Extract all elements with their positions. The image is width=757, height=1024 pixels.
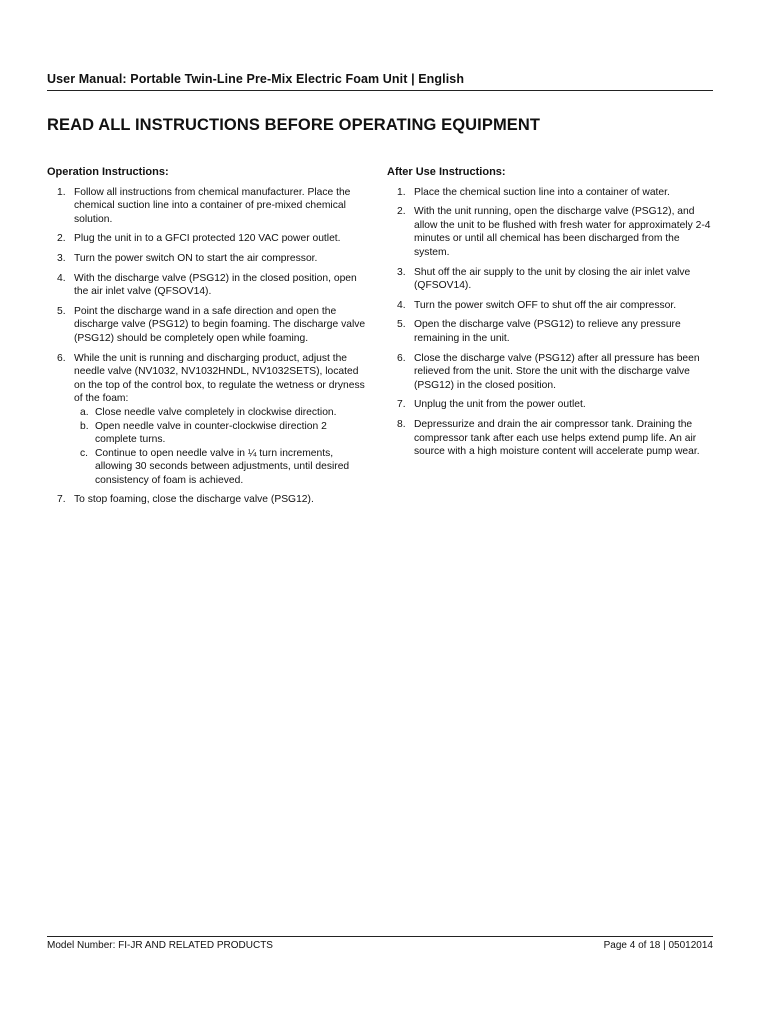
operation-steps-list [47,186,369,507]
step-text: Depressurize and drain the air compressor tank. Draining the compressor tank after each use helps extend pump life. An air source with a high moisture content will accelerate pump wear. [414,418,700,458]
footer-divider [47,936,713,937]
step-text: Plug the unit in to a GFCI protected 120 VAC power outlet. [74,233,341,245]
step-number: 4. [397,299,406,311]
step-text: With the unit running, open the discharge valve (PSG12), and allow the unit to be flushed with fresh water for approximately 2-4 minutes or until all chemical has been discharged from the system. [414,206,711,258]
step-number: 5. [397,319,406,331]
list-item [47,252,369,266]
substep-text: Close needle valve completely in clockwise direction. [95,406,337,418]
list-item [47,305,369,346]
step-text: Shut off the air supply to the unit by closing the air inlet valve (QFSOV14). [414,266,691,292]
step-number: 2. [57,233,66,245]
step-text: Turn the power switch OFF to shut off the air compressor. [414,299,677,311]
substep-letter: b. [80,420,89,432]
step-text: Close the discharge valve (PSG12) after all pressure has been relieved from the unit. Store the unit with the discharge valve (PSG12) in the closed position. [414,352,700,391]
after-use-steps-list [387,186,713,459]
sub-list-item [74,406,369,420]
list-item [47,352,369,488]
substep-text: Open needle valve in counter-clockwise direction 2 complete turns. [95,420,327,446]
list-item [387,352,713,393]
after-use-instructions-heading: After Use Instructions: [387,166,506,178]
operation-instructions-section [47,166,369,513]
step-text: Turn the power switch ON to start the air compressor. [74,252,318,264]
substep-letter: c. [80,447,89,459]
step-text: Open the discharge valve (PSG12) to relieve any pressure remaining in the unit. [414,319,681,344]
step-number: 3. [57,252,66,264]
step-number: 4. [57,272,66,284]
list-item [387,318,713,345]
operation-instructions-heading: Operation Instructions: [47,166,169,178]
list-item [387,186,713,200]
step-number: 2. [397,206,406,218]
step-number: 1. [397,186,406,198]
substep-text: Continue to open needle valve in ¼ turn increments, allowing 30 seconds between adjustments, until desired consistency of foam is achieved. [95,447,350,486]
list-item [47,493,369,507]
step-number: 3. [397,266,406,278]
step-text: While the unit is running and discharging product, adjust the needle valve (NV1032, NV1032HNDL, NV1032SETS), located on the top of the control box, to regulate the wetness or dryness of the foam: [74,352,365,405]
substep-letter: a. [80,406,89,418]
after-use-instructions-section [387,166,713,465]
page-title: READ ALL INSTRUCTIONS BEFORE OPERATING EQUIPMENT [47,116,541,134]
step-text: Follow all instructions from chemical manufacturer. Place the chemical suction line into a container of pre-mixed chemical solution. [74,186,351,225]
list-item [387,266,713,293]
list-item [387,205,713,259]
footer-page-number: Page 4 of 18 | 05012014 [603,940,713,951]
step-text: Point the discharge wand in a safe direction and open the discharge valve (PSG12) to begin foaming. The discharge valve (PSG12) should be completely open while foaming. [74,305,366,344]
list-item [387,418,713,459]
step-text: Place the chemical suction line into a container of water. [414,186,670,198]
step-text: Unplug the unit from the power outlet. [414,399,586,411]
list-item [387,398,713,412]
step-number: 7. [57,494,66,506]
list-item [47,272,369,299]
step-number: 5. [57,305,66,317]
header-divider [47,90,713,91]
step-number: 8. [397,418,406,430]
sub-list-item [74,420,369,447]
list-item [387,299,713,313]
step-number: 6. [397,352,406,364]
step-text: With the discharge valve (PSG12) in the closed position, open the air inlet valve (QFSOV14). [74,272,357,298]
step-number: 1. [57,186,66,198]
list-item [47,186,369,227]
footer-model-number: Model Number: FI-JR AND RELATED PRODUCTS [47,940,273,951]
step-number: 6. [57,352,66,364]
step-text: To stop foaming, close the discharge valve (PSG12). [74,494,314,506]
sub-list-item [74,447,369,488]
needle-valve-substeps [74,406,369,488]
document-header-title: User Manual: Portable Twin-Line Pre-Mix Electric Foam Unit | English [47,72,465,86]
step-number: 7. [397,399,406,411]
list-item [47,232,369,246]
